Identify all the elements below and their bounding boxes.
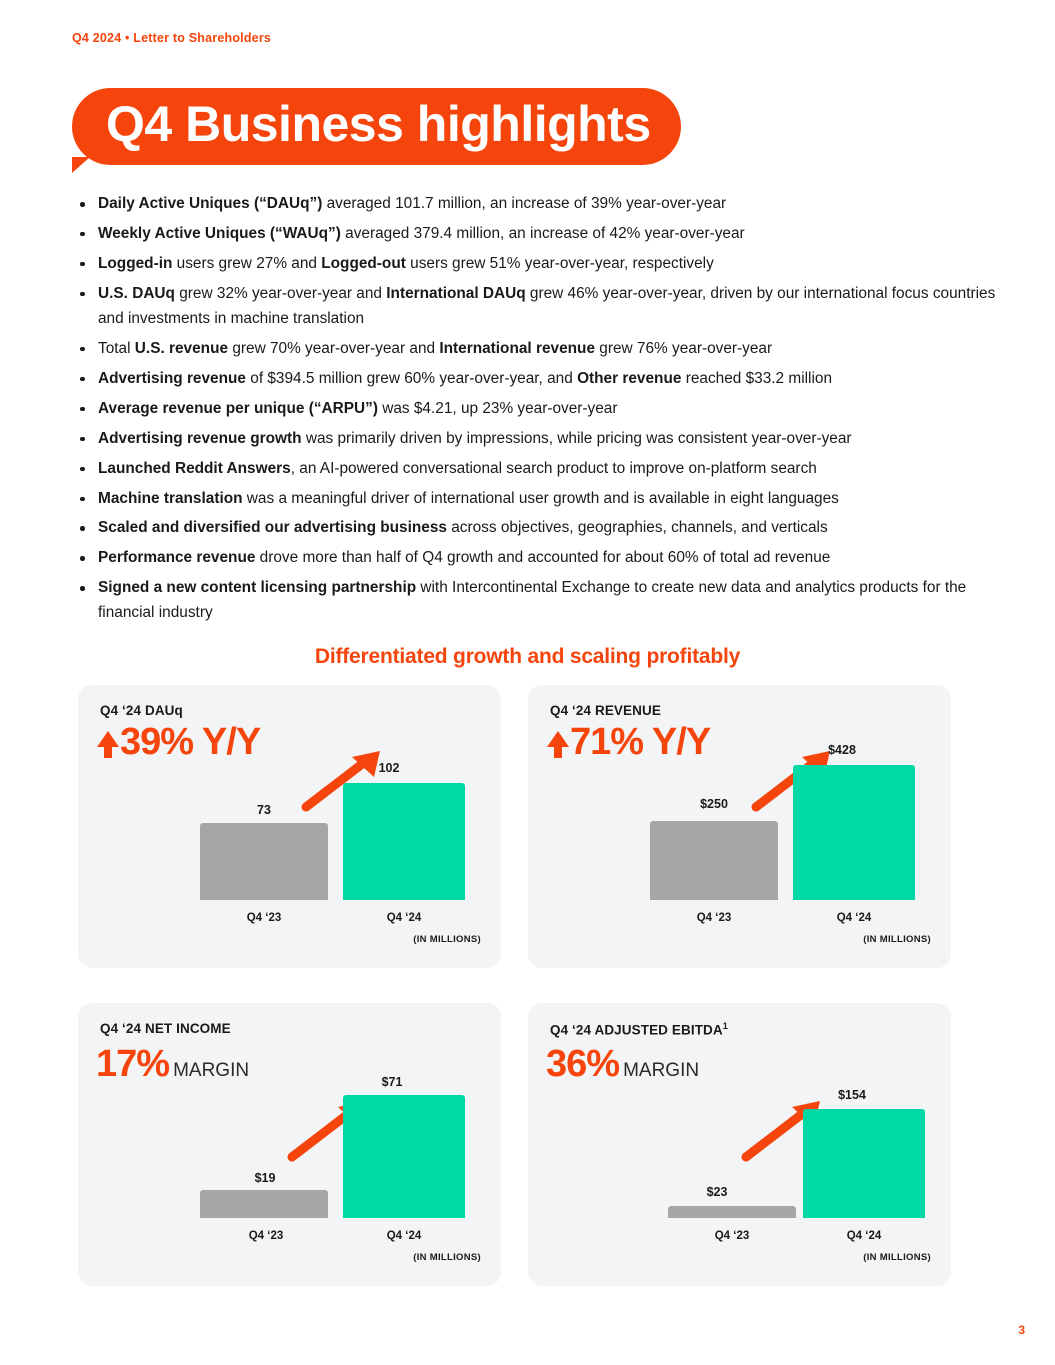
list-item: Signed a new content licensing partnership with Intercontinental Exchange to create new data and analytics products for the financial industry bbox=[94, 576, 997, 626]
bar-value-current: $154 bbox=[838, 1088, 866, 1102]
list-item: Launched Reddit Answers, an AI-powered conversational search product to improve on-platform search bbox=[94, 457, 997, 482]
page-title-wrapper bbox=[72, 88, 732, 166]
metric-card-adjusted-ebitda bbox=[528, 1003, 951, 1286]
bar-value-prior: $19 bbox=[254, 1171, 276, 1185]
bar-value-prior: $250 bbox=[700, 797, 728, 811]
card-title: Q4 ‘24 REVENUE bbox=[550, 703, 661, 718]
bar-prior bbox=[650, 821, 778, 900]
list-item: Daily Active Uniques (“DAUq”) averaged 101.7 million, an increase of 39% year-over-year bbox=[94, 192, 997, 217]
card-title: Q4 ‘24 NET INCOME bbox=[100, 1021, 231, 1036]
metric-card-revenue bbox=[528, 685, 951, 968]
highlights-list bbox=[72, 192, 997, 631]
bar-prior bbox=[200, 823, 328, 900]
list-item: Weekly Active Uniques (“WAUq”) averaged 379.4 million, an increase of 42% year-over-year bbox=[94, 222, 997, 247]
bar-category-current: Q4 ‘24 bbox=[836, 912, 872, 924]
metric-card-dauq bbox=[78, 685, 501, 968]
card-headline-suffix: MARGIN bbox=[623, 1060, 700, 1081]
page-title-text: Q4 Business highlights bbox=[106, 96, 651, 152]
bar-category-current: Q4 ‘24 bbox=[386, 912, 422, 924]
bar-prior bbox=[668, 1206, 796, 1218]
banner-tail-shape bbox=[72, 157, 90, 173]
page-number: 3 bbox=[1018, 1323, 1025, 1337]
card-title-text: Q4 ‘24 ADJUSTED EBITDA bbox=[550, 1022, 723, 1038]
document-eyebrow: Q4 2024 • Letter to Shareholders bbox=[72, 31, 272, 45]
list-item: Advertising revenue of $394.5 million grew 60% year-over-year, and Other revenue reached $33.2 million bbox=[94, 367, 997, 392]
bar-category-prior: Q4 ‘23 bbox=[714, 1230, 750, 1242]
card-headline bbox=[546, 1043, 699, 1086]
metric-card-net-income bbox=[78, 1003, 501, 1286]
card-headline-text: 17% bbox=[96, 1043, 170, 1085]
card-headline bbox=[96, 1043, 249, 1086]
units-note: (IN MILLIONS) bbox=[863, 934, 931, 945]
up-arrow-icon bbox=[96, 724, 120, 762]
up-arrow-icon bbox=[546, 724, 570, 762]
card-headline-suffix: MARGIN bbox=[173, 1060, 250, 1081]
list-item: Performance revenue drove more than half of Q4 growth and accounted for about 60% of total ad revenue bbox=[94, 546, 997, 571]
bar-category-current: Q4 ‘24 bbox=[846, 1230, 882, 1242]
bar-value-prior: $23 bbox=[706, 1185, 728, 1199]
page-title bbox=[72, 88, 681, 165]
bar-current bbox=[343, 783, 465, 900]
bar-value-current: $428 bbox=[828, 743, 856, 757]
list-item: Total U.S. revenue grew 70% year-over-year and International revenue grew 76% year-over-year bbox=[94, 337, 997, 362]
bar-value-current: 102 bbox=[378, 761, 400, 775]
card-headline-text: 71% Y/Y bbox=[570, 721, 711, 763]
units-note: (IN MILLIONS) bbox=[863, 1252, 931, 1263]
list-item: Machine translation was a meaningful driver of international user growth and is available in eight languages bbox=[94, 487, 997, 512]
bar-category-prior: Q4 ‘23 bbox=[696, 912, 732, 924]
card-title-superscript: 1 bbox=[722, 1021, 728, 1031]
list-item: Advertising revenue growth was primarily driven by impressions, while pricing was consistent year-over-year bbox=[94, 427, 997, 452]
bar-category-prior: Q4 ‘23 bbox=[246, 912, 282, 924]
list-item: Logged-in users grew 27% and Logged-out users grew 51% year-over-year, respectively bbox=[94, 252, 997, 277]
section-title: Differentiated growth and scaling profitably bbox=[314, 645, 741, 668]
units-note: (IN MILLIONS) bbox=[413, 1252, 481, 1263]
bar-value-current: $71 bbox=[381, 1075, 403, 1089]
bar-value-prior: 73 bbox=[257, 803, 271, 817]
units-note: (IN MILLIONS) bbox=[413, 934, 481, 945]
card-title bbox=[550, 1021, 728, 1038]
card-headline bbox=[546, 721, 710, 764]
card-headline-text: 39% Y/Y bbox=[120, 721, 261, 763]
bar-category-prior: Q4 ‘23 bbox=[248, 1230, 284, 1242]
list-item: Scaled and diversified our advertising business across objectives, geographies, channels, and verticals bbox=[94, 516, 997, 541]
bar-current bbox=[343, 1095, 465, 1218]
bar-current bbox=[793, 765, 915, 900]
bar-current bbox=[803, 1109, 925, 1218]
bar-prior bbox=[200, 1190, 328, 1218]
bar-category-current: Q4 ‘24 bbox=[386, 1230, 422, 1242]
list-item: Average revenue per unique (“ARPU”) was $4.21, up 23% year-over-year bbox=[94, 397, 997, 422]
card-title: Q4 ‘24 DAUq bbox=[100, 703, 183, 718]
card-headline-text: 36% bbox=[546, 1043, 620, 1085]
list-item: U.S. DAUq grew 32% year-over-year and International DAUq grew 46% year-over-year, driven by our international focus countries and investments in machine translation bbox=[94, 282, 997, 332]
card-headline bbox=[96, 721, 260, 764]
